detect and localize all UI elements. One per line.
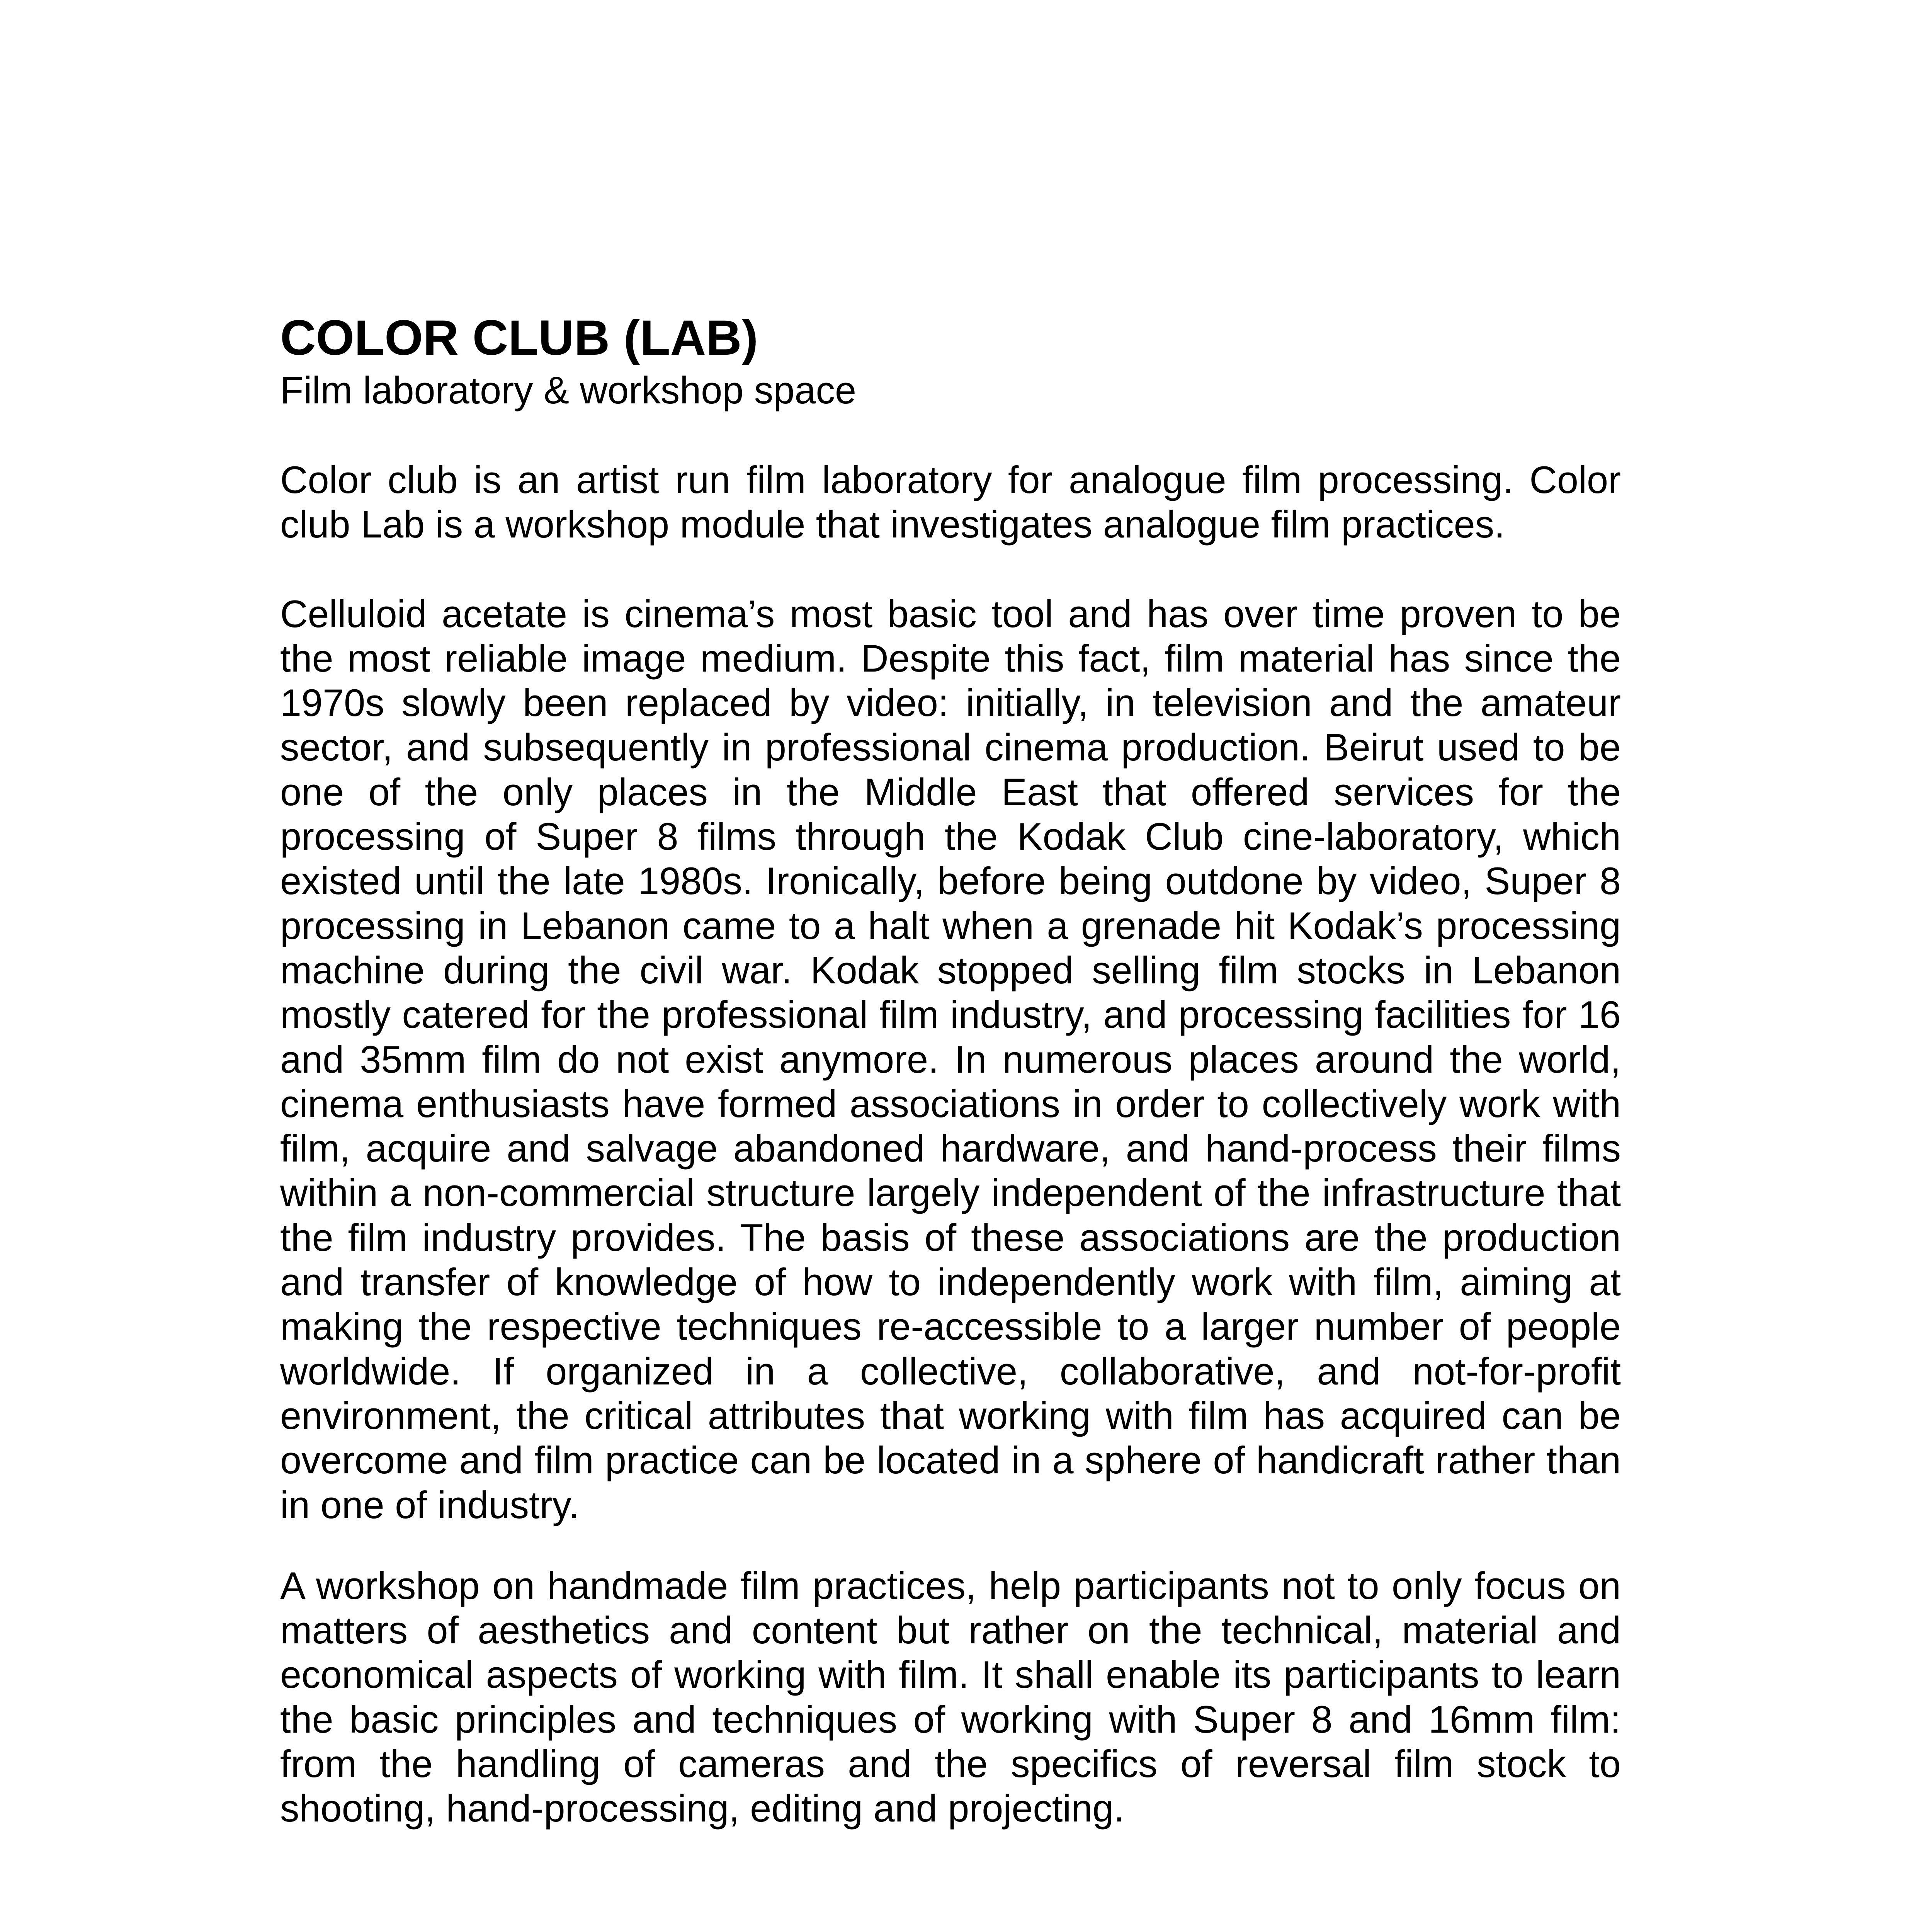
page-title: COLOR CLUB (LAB) — [280, 310, 758, 366]
paragraph-history: Celluloid acetate is cinema’s most basic tool and has over time proven to be the most reliable image medium. Despite this fact, film material has since the 1970s slowly been replaced by video: initially, in television and the amateur sector, and subsequently in professional cinema production. Beirut used to be one of the only places in the Middle East that offered services for the processing of Super 8 films through the Kodak Club cine-laboratory, which existed until the late 1980s. Ironically, before being outdone by video, Super 8 processing in Lebanon came to a halt when a grenade hit Kodak’s processing machine during the civil war. Kodak stopped selling film stocks in Lebanon mostly catered for the professional film industry, and processing facilities for 16 and 35mm film do not exist anymore. In numerous places around the world, cinema enthusiasts have formed associations in order to collectively work with film, acquire and salvage abandoned hardware, and hand-process their films within a non-commercial structure largely independent of the infrastructure that the film industry provides. The basis of these associations are the production and transfer of knowledge of how to independently work with film, aiming at making the respective techniques re-accessible to a larger number of people worldwide. If organized in a collective, collaborative, and not-for-profit environment, the critical attributes that working with film has acquired can be overcome and film practice can be located in a sphere of handicraft rather than in one of industry. — [280, 592, 1621, 1526]
paragraph-workshop: A workshop on handmade film practices, help participants not to only focus on matters of aesthetics and content but rather on the technical, material and economical aspects of working with film. It shall enable its participants to learn the basic principles and techniques of working with Super 8 and 16mm film: from the handling of cameras and the specifics of reversal film stock to shooting, hand-processing, editing and projecting. — [280, 1564, 1621, 1830]
document-body — [280, 309, 1621, 1876]
paragraph-intro: Color club is an artist run film laboratory for analogue film processing. Color club Lab is a workshop module that investigates analogue film practices. — [280, 458, 1621, 546]
page-subtitle: Film laboratory & workshop space — [280, 369, 857, 412]
